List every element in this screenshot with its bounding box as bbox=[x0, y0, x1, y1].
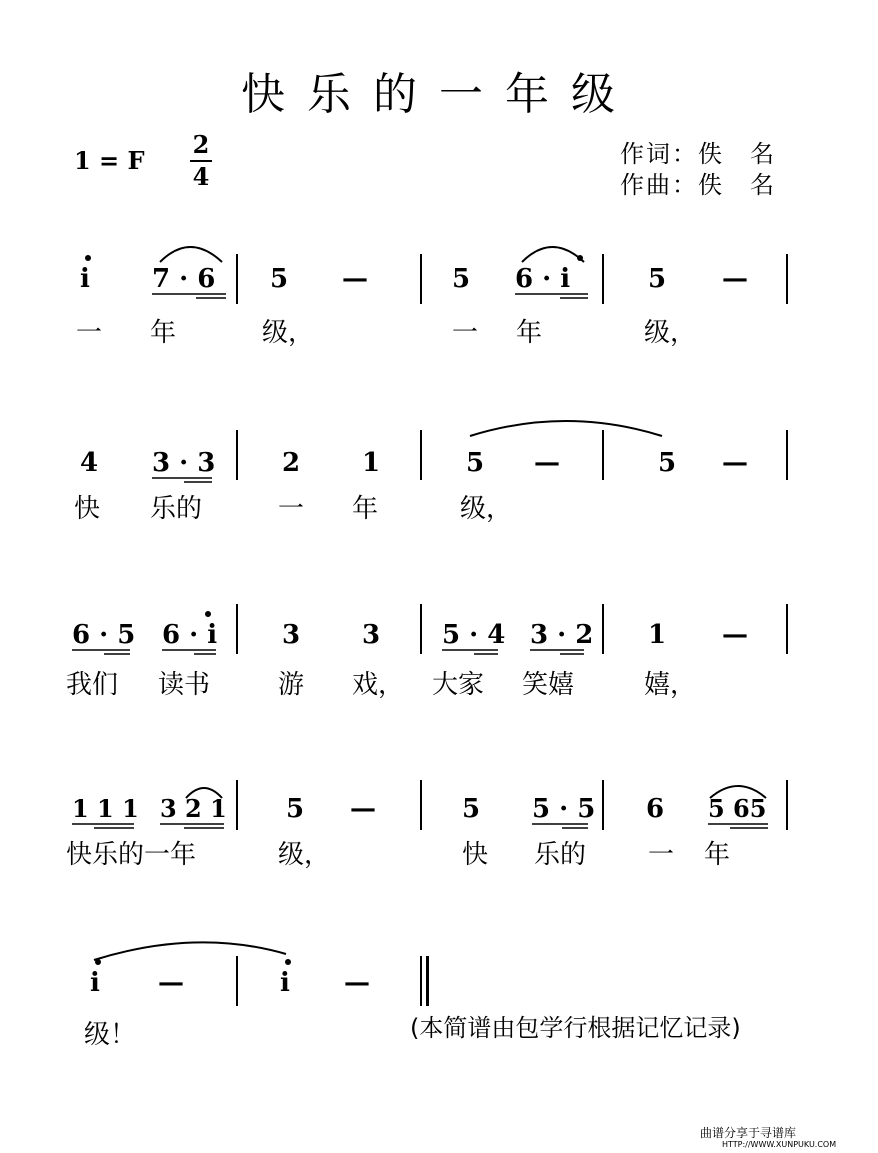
lyric: 一 bbox=[76, 318, 103, 348]
lyric: 游 bbox=[278, 670, 305, 700]
note: 5 bbox=[648, 264, 667, 294]
slur bbox=[522, 247, 584, 262]
note: 3 bbox=[282, 620, 301, 650]
lyric: 年 bbox=[150, 318, 177, 348]
lyric: 笑嬉 bbox=[522, 670, 575, 700]
note: 5 bbox=[286, 794, 305, 824]
note: 5 · 4 bbox=[442, 620, 506, 650]
lyric: 我们 bbox=[66, 670, 119, 700]
note: i bbox=[90, 968, 100, 998]
note: — bbox=[342, 264, 368, 294]
note: 2 bbox=[282, 448, 301, 478]
note: i bbox=[80, 264, 90, 294]
octave-dot bbox=[205, 611, 211, 617]
note: — bbox=[722, 620, 748, 650]
footer-url: HTTP://WWW.XUNPUKU.COM bbox=[722, 1140, 837, 1149]
note: 6 · i bbox=[162, 620, 218, 650]
underlines bbox=[72, 294, 768, 828]
note: — bbox=[722, 448, 748, 478]
lyric: 快 bbox=[74, 494, 101, 524]
transcription-note: (本简谱由包学行根据记忆记录) bbox=[410, 1014, 741, 1042]
time-sig-top: 2 bbox=[192, 130, 210, 159]
lyric: 级， bbox=[278, 840, 331, 870]
note: 6 · 5 bbox=[72, 620, 136, 650]
note: 3 · 3 bbox=[152, 448, 216, 478]
note: 3 · 2 bbox=[530, 620, 594, 650]
note: 3 bbox=[362, 620, 381, 650]
key-signature: 1 = F bbox=[74, 146, 145, 175]
footer-site-name: 曲谱分享于寻谱库 bbox=[700, 1126, 797, 1140]
lyric: 一 bbox=[278, 494, 305, 524]
octave-dot bbox=[85, 255, 91, 261]
lyric: 级， bbox=[262, 318, 315, 348]
slurs bbox=[94, 247, 766, 960]
note: 6 · i bbox=[515, 264, 571, 294]
lyric: 年 bbox=[516, 318, 543, 348]
note: — bbox=[350, 794, 376, 824]
slur bbox=[470, 421, 662, 436]
note: 1 1 1 bbox=[72, 794, 139, 823]
note: — bbox=[534, 448, 560, 478]
lyric: 级！ bbox=[84, 1020, 137, 1050]
note: 5 · 5 bbox=[532, 794, 596, 824]
octave-dot bbox=[285, 959, 291, 965]
note: 1 bbox=[362, 448, 381, 478]
lyric: 大家 bbox=[432, 670, 485, 700]
note: 5 bbox=[452, 264, 471, 294]
lyric: 一 bbox=[452, 318, 479, 348]
note: 5 bbox=[270, 264, 289, 294]
note: 5 bbox=[462, 794, 481, 824]
slur bbox=[710, 786, 766, 798]
lyric: 年 bbox=[704, 840, 731, 870]
note: — bbox=[344, 968, 370, 998]
song-title: 快乐的一年级 bbox=[241, 69, 637, 120]
octave-dots bbox=[85, 255, 583, 965]
note: 4 bbox=[80, 448, 99, 478]
slur bbox=[186, 788, 222, 798]
note: 1 bbox=[648, 620, 667, 650]
note: 7 · 6 bbox=[152, 264, 216, 294]
note: — bbox=[722, 264, 748, 294]
lyric: 年 bbox=[352, 494, 379, 524]
lyric: 乐的 bbox=[150, 494, 203, 524]
lyric: 嬉， bbox=[644, 670, 697, 700]
lyric: 级， bbox=[460, 494, 513, 524]
slur bbox=[94, 942, 286, 960]
time-sig-bottom: 4 bbox=[192, 162, 210, 191]
note: i bbox=[280, 968, 290, 998]
lyric: 快 bbox=[462, 840, 489, 870]
slur bbox=[160, 247, 222, 262]
lyric: 读书 bbox=[158, 670, 211, 700]
octave-dot bbox=[95, 959, 101, 965]
note: — bbox=[158, 968, 184, 998]
composer-credit: 作曲：佚 名 bbox=[620, 171, 776, 199]
lyric: 乐的 bbox=[534, 840, 587, 870]
lyric: 一 bbox=[648, 840, 675, 870]
note: 5 bbox=[658, 448, 677, 478]
octave-dot bbox=[577, 255, 583, 261]
lyric: 快乐的一年 bbox=[66, 840, 197, 870]
note: 5 65 bbox=[708, 794, 767, 823]
lyric: 戏， bbox=[352, 670, 405, 700]
note: 6 bbox=[646, 794, 665, 824]
note: 3 2 1 bbox=[160, 794, 227, 823]
note: 5 bbox=[466, 448, 485, 478]
lyricist-credit: 作词：佚 名 bbox=[620, 140, 776, 168]
lyric: 级， bbox=[644, 318, 697, 348]
